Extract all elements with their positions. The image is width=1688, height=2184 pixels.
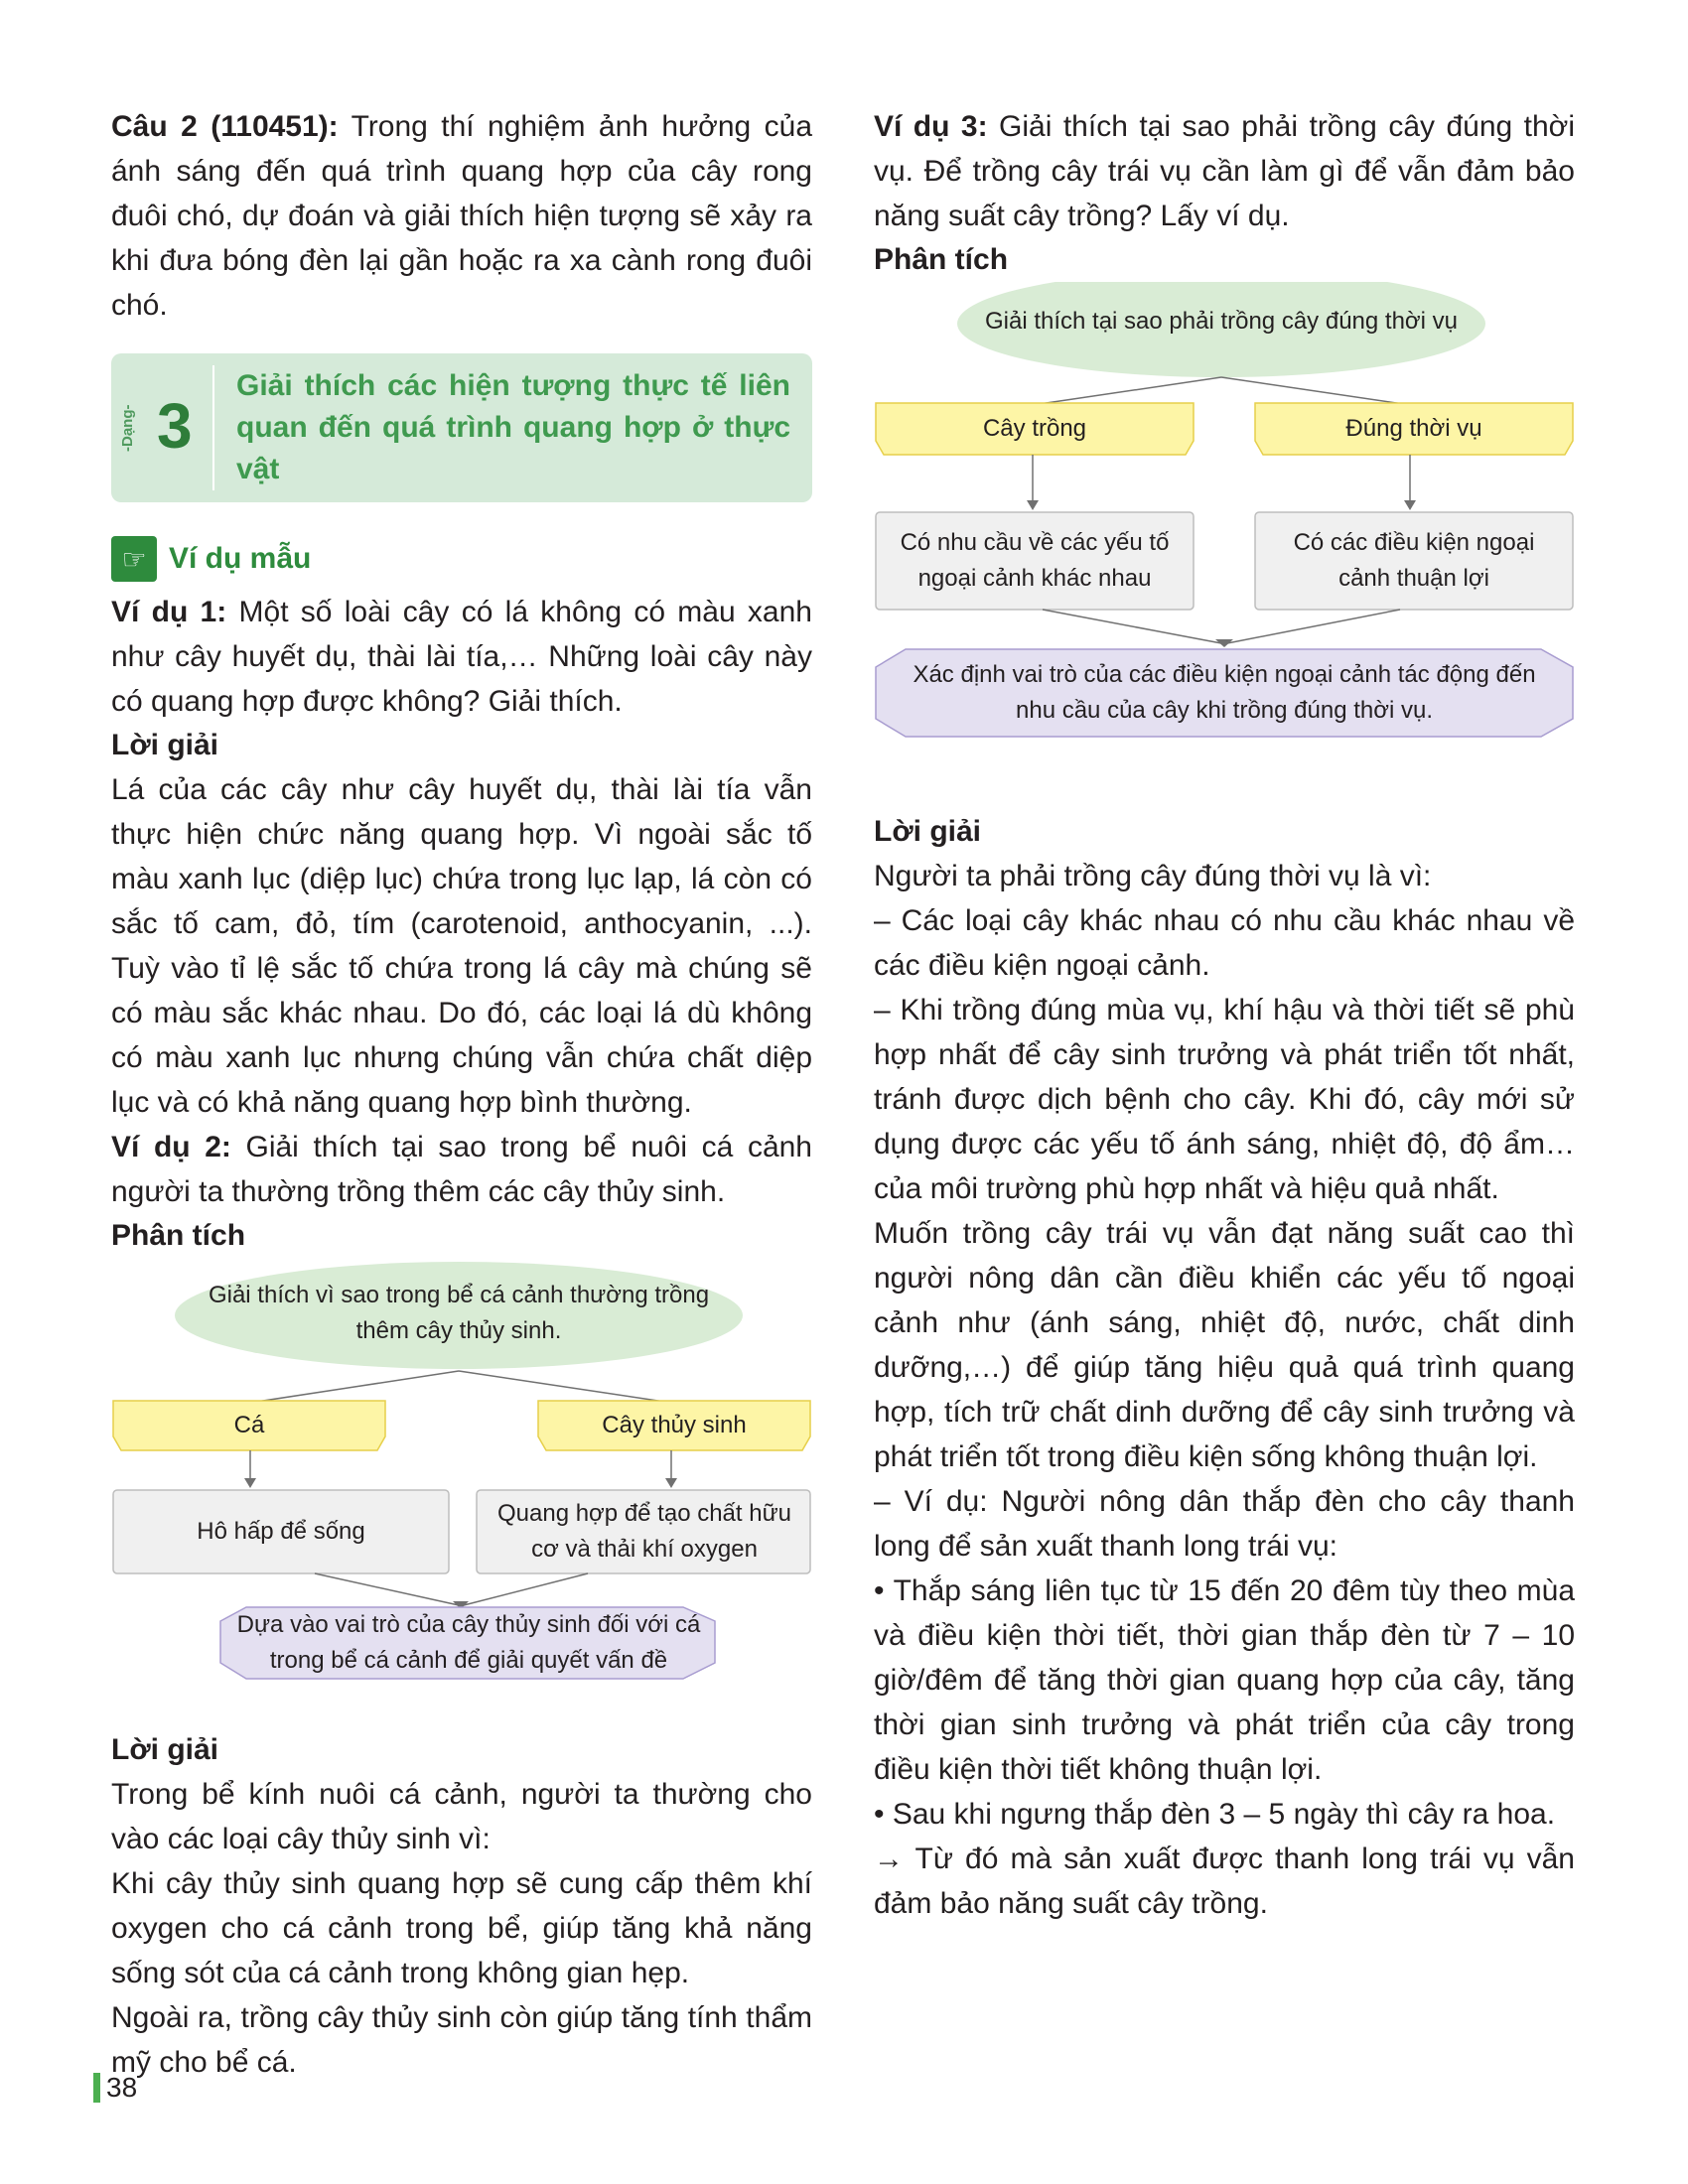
pointing-hand-icon: ☞	[111, 536, 157, 582]
page-number-bar	[93, 2073, 100, 2103]
vd2-label: Ví dụ 2:	[111, 1131, 231, 1163]
vd2-right-box: Quang hợp để tạo chất hữu cơ và thải khí oxygen	[496, 1500, 791, 1563]
vd3-line-right	[1221, 377, 1410, 405]
vd2-merge-left	[315, 1573, 459, 1605]
vd2-top-text: Giải thích vì sao trong bể cá cảnh thường trồng thêm cây thủy sinh.	[208, 1282, 710, 1344]
vd3-solution-heading: Lời giải	[874, 815, 982, 848]
vd2-analysis-heading: Phân tích	[111, 1219, 246, 1252]
vd2-left-head: Cá	[233, 1412, 265, 1438]
vd2-solution-p3: Ngoài ra, trồng cây thủy sinh còn giúp tăng tính thẩm mỹ cho bể cá.	[111, 2001, 812, 2079]
vd3-arrowhead-right	[1404, 500, 1416, 510]
vd1-label: Ví dụ 1:	[111, 596, 227, 628]
vd3-s5: – Ví dụ: Người nông dân thắp đèn cho cây thanh long để sản xuất thanh long trái vụ:	[874, 1485, 1575, 1563]
cau2-paragraph	[111, 104, 812, 328]
vd2-left-box: Hô hấp để sống	[197, 1518, 365, 1545]
cau2-text: Trong thí nghiệm ảnh hưởng của ánh sáng đến quá trình quang hợp của cây rong đuôi chó, dự đoán và giải thích hiện tượng sẽ xảy ra khi đưa bóng đèn lại gần hoặc ra xa cành rong đuôi chó.	[111, 110, 812, 322]
dang-divider	[212, 365, 214, 490]
vd2-text: Giải thích tại sao trong bể nuôi cá cảnh người ta thường trồng thêm các cây thủy sinh.	[111, 1131, 812, 1208]
vd3-s6: • Thắp sáng liên tục từ 15 đến 20 đêm tùy theo mùa và điều kiện thời tiết, thời gian thắp đèn từ 7 – 10 giờ/đêm để tăng thời gian quang hợp của cây, tăng thời gian sinh trưởng và phát triển của cây trong điều kiện thời tiết không thuận lợi.	[874, 1574, 1575, 1786]
vd1-solution: Lá của các cây như cây huyết dụ, thài lài tía vẫn thực hiện chức năng quang hợp. Vì ngoài sắc tố màu xanh lục (diệp lục) chứa trong lục lạp, lá còn có sắc tố cam, đỏ, tím (carotenoid, anthocyanin, ...). Tuỳ vào tỉ lệ sắc tố chứa trong lá cây mà chúng sẽ có màu sắc khác nhau. Do đó, các loại lá dù không có màu xanh lục nhưng chúng vẫn chứa chất diệp lục và có khả năng quang hợp bình thường.	[111, 773, 812, 1119]
vd3-question	[874, 104, 1575, 238]
vd3-right-head: Đúng thời vụ	[1345, 415, 1482, 442]
cau2-label: Câu 2 (110451):	[111, 110, 339, 143]
vd2-diagram	[111, 1258, 812, 1732]
right-column	[874, 104, 1575, 1926]
vd1-solution-heading: Lời giải	[111, 729, 219, 761]
vd1-text: Một số loài cây có lá không có màu xanh như cây huyết dụ, thài lài tía,… Những loài cây này có quang hợp được không? Giải thích.	[111, 596, 812, 718]
vd3-left-box: Có nhu cầu về các yếu tố ngoại cảnh khác nhau	[900, 529, 1170, 592]
vd1-question	[111, 590, 812, 724]
vd3-s8: → Từ đó mà sản xuất được thanh long trái vụ vẫn đảm bảo năng suất cây trồng.	[874, 1843, 1575, 1920]
page-number-text: 38	[106, 2072, 138, 2103]
page-number	[93, 2072, 137, 2104]
dang-title: Giải thích các hiện tượng thực tế liên quan đến quá trình quang hợp ở thực vật	[236, 369, 790, 485]
dang-label: -Dạng-	[119, 404, 136, 452]
vd3-s3: – Khi trồng đúng mùa vụ, khí hậu và thời tiết sẽ phù hợp nhất để cây sinh trưởng và phát triển tốt nhất, tránh được dịch bệnh cho cây. Khi đó, cây mới sử dụng được các yếu tố ánh sáng, nhiệt độ, độ ẩm… của môi trường phù hợp nhất và hiệu quả nhất.	[874, 994, 1575, 1205]
vi-du-mau-heading	[111, 534, 812, 584]
vd3-right-box: Có các điều kiện ngoại cảnh thuận lợi	[1293, 529, 1535, 592]
vd2-merge-right	[464, 1573, 588, 1605]
dang-box	[111, 353, 812, 502]
vd3-line-left	[1033, 377, 1221, 405]
vd3-left-head: Cây trồng	[982, 415, 1087, 442]
vd3-merge-right	[1227, 610, 1400, 643]
vd3-s2: – Các loại cây khác nhau có nhu cầu khác nhau về các điều kiện ngoại cảnh.	[874, 904, 1575, 982]
vd3-bottom-text: Xác định vai trò của các điều kiện ngoại cảnh tác động đến nhu cầu của cây khi trồng đúng thời vụ.	[913, 661, 1536, 724]
vd2-solution-heading: Lời giải	[111, 1733, 219, 1766]
vd3-top-text: Giải thích tại sao phải trồng cây đúng thời vụ	[984, 308, 1458, 335]
vd2-solution-p1: Trong bể kính nuôi cá cảnh, người ta thường cho vào các loại cây thủy sinh vì:	[111, 1778, 812, 1855]
vd3-label: Ví dụ 3:	[874, 110, 988, 143]
vd2-right-head: Cây thủy sinh	[602, 1412, 747, 1438]
vd2-arrowhead-right	[665, 1478, 677, 1488]
vd3-s7: • Sau khi ngưng thắp đèn 3 – 5 ngày thì cây ra hoa.	[874, 1798, 1556, 1831]
vd2-question	[111, 1125, 812, 1214]
vd2-bottom-text: Dựa vào vai trò của cây thủy sinh đối với cá trong bể cá cảnh để giải quyết vấn đề	[236, 1611, 701, 1674]
vd3-text: Giải thích tại sao phải trồng cây đúng thời vụ. Để trồng cây trái vụ cần làm gì để vẫn đảm bảo năng suất cây trồng? Lấy ví dụ.	[874, 110, 1576, 232]
vd2-arrowhead-left	[244, 1478, 256, 1488]
vd3-s1: Người ta phải trồng cây đúng thời vụ là vì:	[874, 860, 1432, 892]
left-column	[111, 104, 812, 2085]
vd3-diagram	[874, 282, 1575, 814]
vd3-arrowhead-left	[1027, 500, 1039, 510]
vd3-merge-left	[1043, 610, 1221, 643]
vd2-solution-p2: Khi cây thủy sinh quang hợp sẽ cung cấp thêm khí oxygen cho cá cảnh trong bể, giúp tăng khả năng sống sót của cá cảnh trong không gian hẹp.	[111, 1867, 812, 1989]
vd2-line-left	[250, 1371, 459, 1403]
vd3-s4: Muốn trồng cây trái vụ vẫn đạt năng suất cao thì người nông dân cần điều khiển các yếu tố ngoại cảnh như (ánh sáng, nhiệt độ, nước, chất dinh dưỡng,…) để giúp tăng hiệu quả quá trình quang hợp, tích trữ chất dinh dưỡng để cây sinh trưởng và phát triển tốt trong điều kiện sống không thuận lợi.	[874, 1217, 1575, 1473]
vd2-line-right	[459, 1371, 671, 1403]
dang-number: 3	[157, 390, 193, 462]
vi-du-mau-text: Ví dụ mẫu	[169, 542, 312, 575]
vd3-analysis-heading: Phân tích	[874, 243, 1009, 276]
